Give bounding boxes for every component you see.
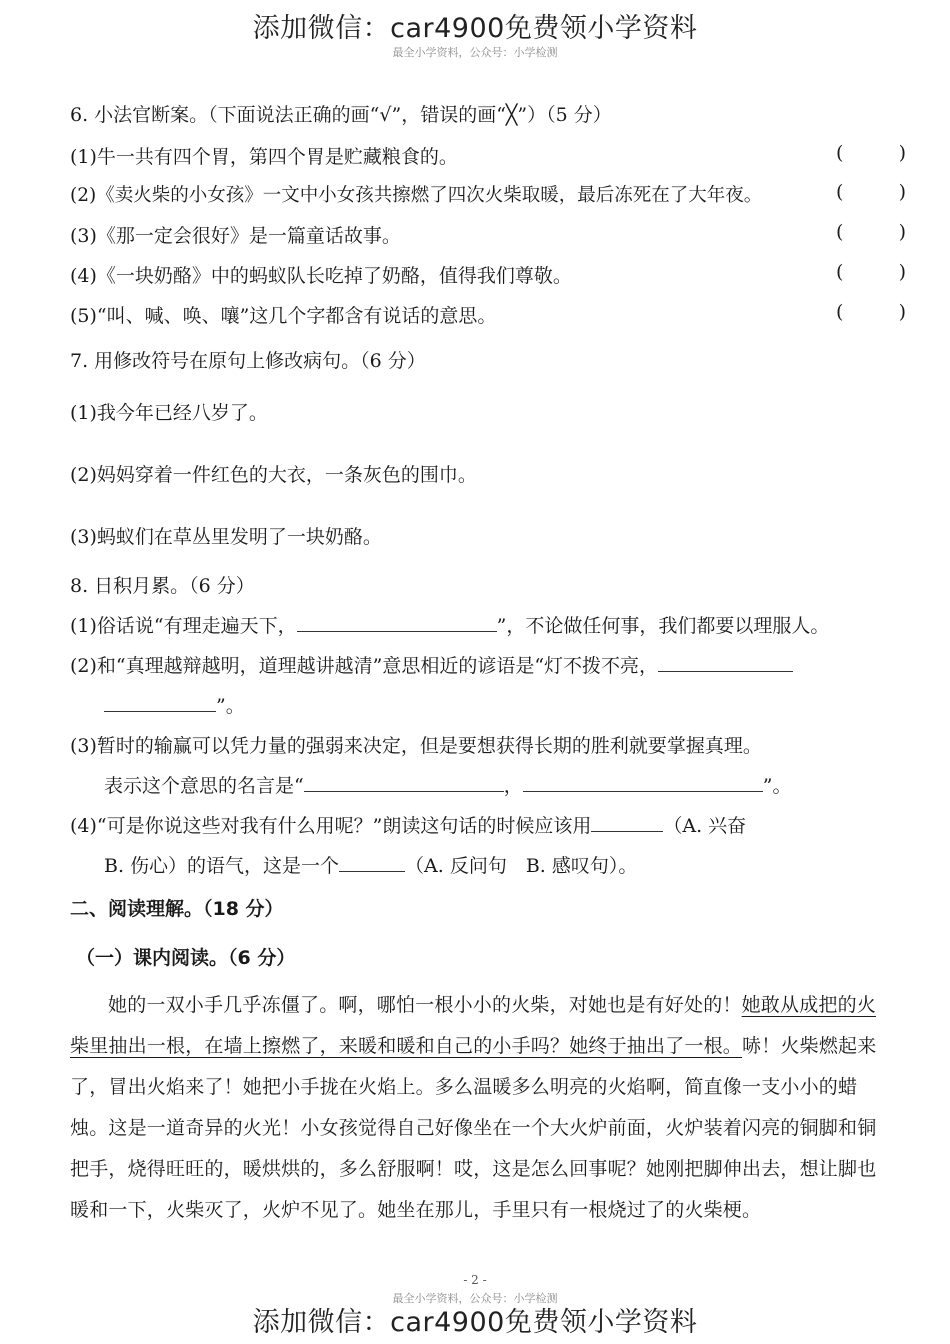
paren-close: ): [898, 142, 906, 164]
watermark-bottom: 添加微信：car4900免费领小学资料: [252, 1307, 698, 1338]
page-number: - 2 -: [463, 1273, 487, 1287]
passage-rest: 哧！火柴燃起来了，冒出火焰来了！她把小手拢在火焰上。多么温暖多么明亮的火焰啊，简直像一支小小的蜡烛。这是一道奇异的火光！小女孩觉得自己好像坐在一个大火炉前面，火炉装着闪亮的铜脚和铜把手，烧得旺旺的，暖烘烘的，多么舒服啊！哎，这是怎么回事呢？她刚把脚伸出去，想让脚也暖和一下，火柴灭了，火炉不见了。她坐在那儿，手里只有一根烧过了的火柴梗。: [70, 1035, 877, 1221]
paren-open: (: [836, 301, 844, 323]
q8-item-2-text-a: (2)和“真理越辩越明，道理越讲越清”意思相近的谚语是“灯不拨不亮，: [70, 655, 659, 677]
q6-answer-box-4[interactable]: [836, 261, 906, 283]
q8-item-2-text-b: ”。: [216, 695, 245, 717]
q8-item-3-blank-b[interactable]: [523, 773, 763, 792]
section2-title: 二、阅读理解。（18 分）: [70, 898, 284, 920]
q8-item-2-blank-b[interactable]: [104, 693, 216, 712]
paren-open: (: [836, 261, 844, 283]
q8-item-2-blank-a[interactable]: [658, 653, 793, 672]
q8-item-3-blank-a[interactable]: [304, 773, 504, 792]
paren-close: ): [898, 221, 906, 243]
q6-title: 6. 小法官断案。（下面说法正确的画“√”，错误的画“╳”）（5 分）: [70, 104, 612, 126]
paren-open: (: [836, 181, 844, 203]
paren-close: ): [898, 181, 906, 203]
paren-open: (: [836, 221, 844, 243]
q8-item-1: [70, 611, 829, 638]
q7-item-1: (1)我今年已经八岁了。: [70, 402, 268, 424]
q7-title: 7. 用修改符号在原句上修改病句。（6 分）: [70, 350, 426, 372]
q8-item-4-text-c: B. 伤心）的语气，这是一个: [104, 855, 340, 877]
q8-item-2: [70, 651, 793, 678]
section2-subtitle: （一）课内阅读。（6 分）: [76, 947, 296, 969]
watermark-top: 添加微信：car4900免费领小学资料: [252, 13, 698, 44]
q8-item-3: (3)暂时的输赢可以凭力量的强弱来决定，但是要想获得长期的胜利就要掌握真理。: [70, 735, 762, 757]
q8-item-1-text-b: ”，不论做任何事，我们都要以理服人。: [496, 615, 830, 637]
passage-start: 她的一双小手几乎冻僵了。啊，哪怕一根小小的火柴，对她也是有好处的！: [108, 994, 742, 1016]
q6-answer-box-5[interactable]: [836, 301, 906, 323]
q8-title: 8. 日积月累。（6 分）: [70, 575, 255, 597]
q6-item-4: (4)《一块奶酪》中的蚂蚁队长吃掉了奶酪，值得我们尊敬。: [70, 265, 572, 287]
q8-item-4-blank-b[interactable]: [339, 853, 405, 872]
q6-item-1: (1)牛一共有四个胃，第四个胃是贮藏粮食的。: [70, 146, 458, 168]
watermark-subline-bottom: 最全小学资料，公众号：小学检测: [392, 1292, 558, 1305]
q8-item-1-text-a: (1)俗话说“有理走遍天下，: [70, 615, 297, 637]
watermark-subline-top: 最全小学资料，公众号：小学检测: [392, 46, 558, 59]
reading-passage: [70, 985, 882, 1231]
q8-item-4-text-d: （A. 反问句 B. 感叹句）。: [405, 855, 638, 877]
q7-item-3: (3)蚂蚁们在草丛里发明了一块奶酪。: [70, 526, 382, 548]
q8-item-4-text-b: （A. 兴奋: [663, 815, 747, 837]
q8-item-4-cont: [104, 851, 637, 878]
passage-underlined: 她敢从成把的火柴里抽出一根，在墙上擦燃了，来暖和暖和自己的小手吗？她终于抽出了一根。: [70, 994, 877, 1057]
q8-item-3-text-c: ，: [503, 775, 523, 797]
paren-open: (: [836, 142, 844, 164]
q8-item-4: [70, 811, 746, 838]
paren-close: ): [898, 301, 906, 323]
q6-item-2: (2)《卖火柴的小女孩》一文中小女孩共擦燃了四次火柴取暖，最后冻死在了大年夜。: [70, 185, 763, 206]
q8-item-4-blank-a[interactable]: [591, 813, 663, 832]
q6-answer-box-1[interactable]: [836, 142, 906, 164]
q6-item-5: (5)“叫、喊、唤、嚷”这几个字都含有说话的意思。: [70, 305, 497, 327]
q7-item-2: (2)妈妈穿着一件红色的大衣，一条灰色的围巾。: [70, 464, 477, 486]
q8-item-3-text-b: 表示这个意思的名言是“: [104, 775, 304, 797]
q6-item-3: (3)《那一定会很好》是一篇童话故事。: [70, 225, 401, 247]
q8-item-3-text-d: ”。: [762, 775, 792, 797]
q8-item-4-text-a: (4)“可是你说这些对我有什么用呢？”朗读这句话的时候应该用: [70, 815, 592, 837]
paren-close: ): [898, 261, 906, 283]
q6-answer-box-2[interactable]: [836, 181, 906, 203]
q8-item-1-blank[interactable]: [297, 613, 497, 632]
q6-answer-box-3[interactable]: [836, 221, 906, 243]
q8-item-2-cont: [104, 691, 245, 718]
q8-item-3-cont: [104, 771, 791, 798]
